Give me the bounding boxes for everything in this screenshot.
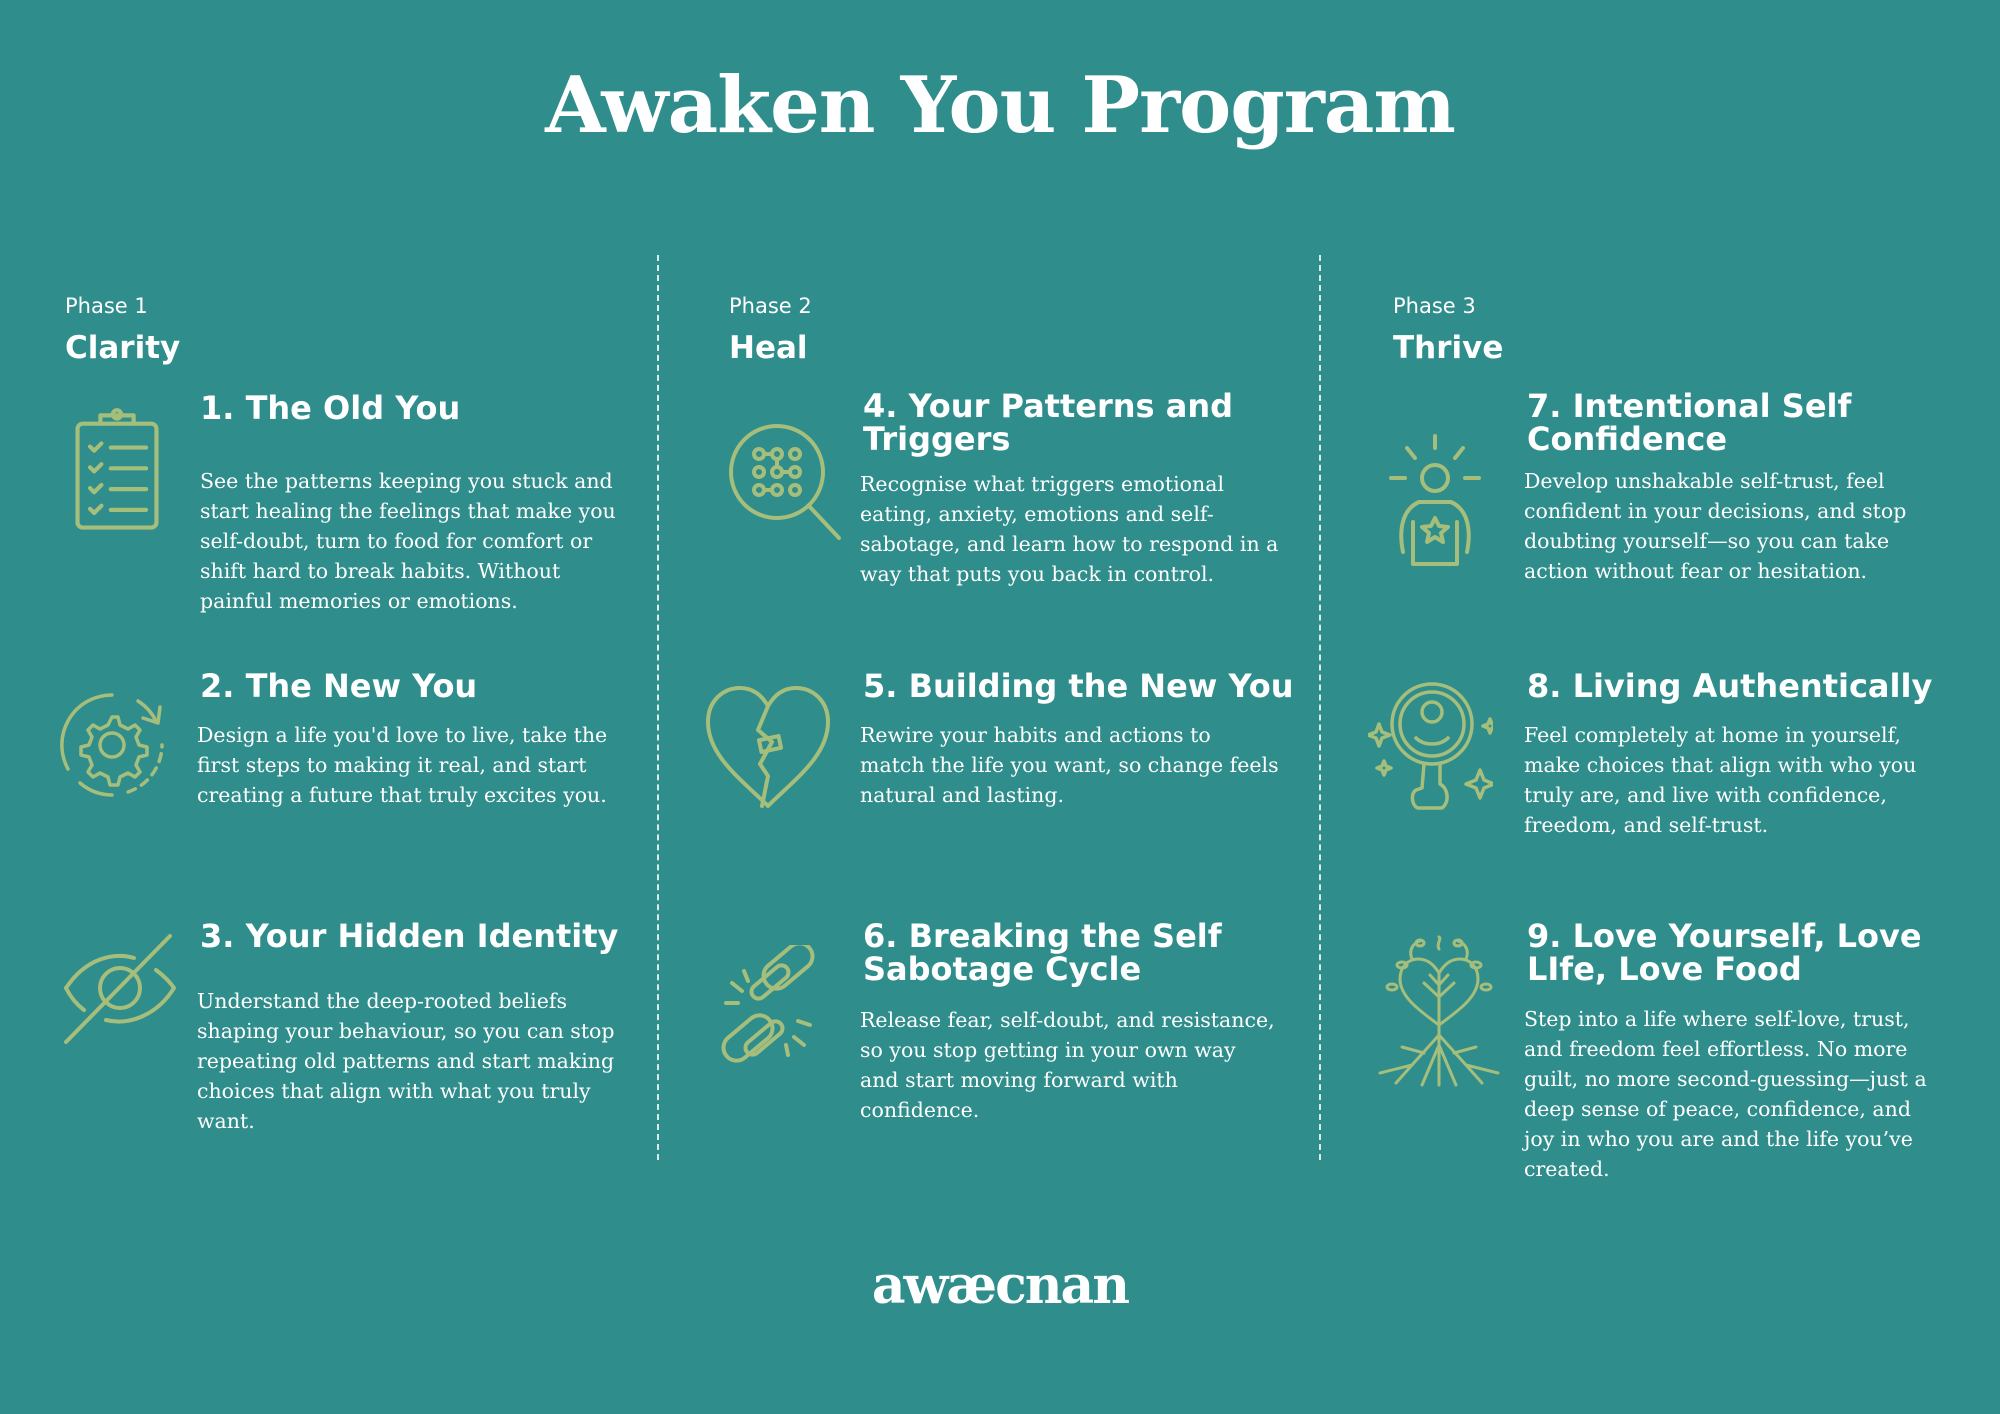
item-description: Rewire your habits and actions to match the life you want, so change feels natural and lasting. (860, 723, 1279, 807)
phase-label: Phase 3 (1393, 294, 1476, 318)
item-description: Recognise what triggers emotional eating, anxiety, emotions and self-sabotage, and learn how to respond in a way that puts you back in control. (860, 472, 1279, 586)
item-title: 4. Your Patterns and Triggers (863, 387, 1233, 458)
item-title: 7. Intentional Self Confidence (1527, 387, 1852, 458)
page-title: Awaken You Program (545, 60, 1455, 151)
item-description: See the patterns keeping you stuck and start healing the feelings that make you self-doubt, turn to food for comfort or shift hard to break habits. Without painful memories or emotions. (200, 469, 616, 613)
item-description: Feel completely at home in yourself, make choices that align with who you truly are, and live with confidence, freedom, and self-trust. (1524, 723, 1917, 837)
item-description: Step into a life where self-love, trust, and freedom feel effortless. No more guilt, no more second-guessing—just a deep sense of peace, confidence, and joy in who you are and the life you’ve created. (1524, 1007, 1927, 1181)
item-description: Develop unshakable self-trust, feel confident in your decisions, and stop doubting yourself—so you can take action without fear or hesitation. (1524, 469, 1907, 583)
column-divider (1319, 255, 1321, 1160)
item-title: 3. Your Hidden Identity (200, 917, 619, 955)
clipboard-checklist-icon (62, 405, 172, 540)
broken-chain-icon (712, 945, 832, 1080)
eye-slash-icon (60, 930, 180, 1050)
phase-name: Clarity (65, 330, 181, 366)
item-title: 1. The Old You (200, 389, 461, 427)
phase-label: Phase 1 (65, 294, 148, 318)
mirror-hand-icon (1368, 678, 1493, 823)
brand-logo: awæcnan (871, 1255, 1129, 1316)
phase-name: Thrive (1393, 330, 1504, 366)
item-title: 5. Building the New You (863, 667, 1294, 705)
item-title: 6. Breaking the Self Sabotage Cycle (863, 917, 1222, 988)
confident-person-icon (1385, 432, 1485, 572)
item-title: 9. Love Yourself, Love LIfe, Love Food (1527, 917, 1922, 988)
phase-label: Phase 2 (729, 294, 812, 318)
pattern-magnifier-icon (725, 420, 850, 550)
item-description: Understand the deep-rooted beliefs shaping your behaviour, so you can stop repeating old patterns and start making choices that align with what you truly want. (197, 989, 615, 1133)
mended-heart-icon (702, 680, 834, 815)
heart-tree-icon (1372, 935, 1507, 1090)
gear-cycle-icon (52, 680, 172, 810)
item-title: 8. Living Authentically (1527, 667, 1933, 705)
phase-name: Heal (729, 330, 808, 366)
column-divider (657, 255, 659, 1160)
item-title: 2. The New You (200, 667, 478, 705)
item-description: Release fear, self-doubt, and resistance, so you stop getting in your own way and start moving forward with confidence. (860, 1008, 1275, 1122)
item-description: Design a life you'd love to live, take the first steps to making it real, and start creating a future that truly excites you. (197, 723, 608, 807)
